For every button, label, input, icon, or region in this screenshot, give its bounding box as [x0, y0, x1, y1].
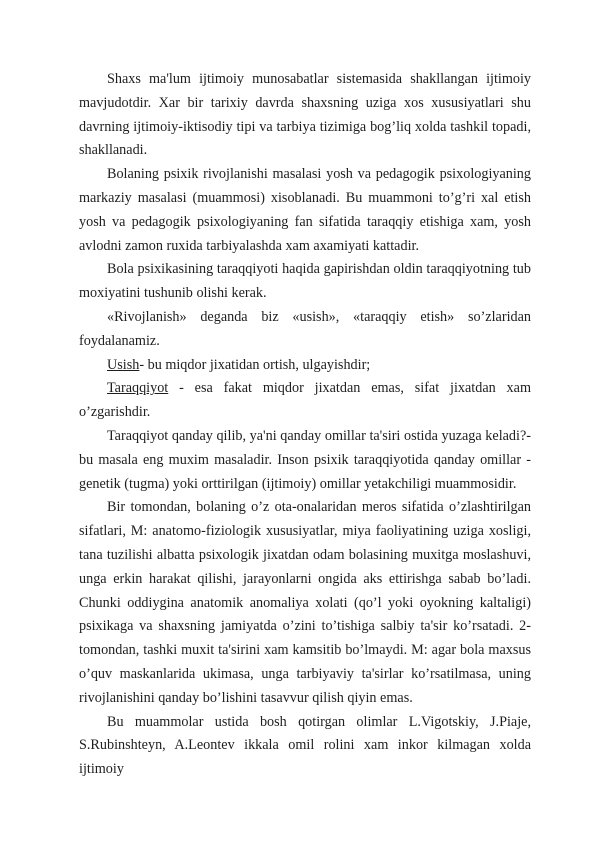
paragraph-4-text: «Rivojlanish» deganda biz «usish», «taraqqiy etish» so’zlaridan foydalanamiz. — [79, 308, 531, 349]
paragraph-2-text: Bolaning psixik rivojlanishi masalasi yosh va pedagogik psixologiyaning markaziy masalasi (muammosi) xisoblanadi. Bu muammoni to’g’ri xal etish yosh va pedagogik psixologiyaning fan sifatida taraqqiy etishiga xam, yosh avlodni zamon ruxida tarbiyalashda xam axamiyati kattadir. — [79, 166, 531, 254]
paragraph-1-text: Shaxs ma'lum ijtimoiy munosabatlar sistemasida shakllangan ijtimoiy mavjudotdir. Xar bir tarixiy davrda shaxsning uziga xos xususiyatlari shu davrning ijtimoiy-iktisodiy tipi va tarbiya tizimiga bog’liq xolda tashkil topadi, shakllanadi. — [79, 71, 531, 159]
paragraph-9-text: Bu muammolar ustida bosh qotirgan olimlar L.Vigotskiy, J.Piaje, S.Rubinshteyn, A.Leontev ikkala omil rolini xam inkor kilmagan xolda ijtimoiy — [79, 713, 531, 778]
paragraph-7-text: Taraqqiyot qanday qilib, ya'ni qanday omillar ta'siri ostida yuzaga keladi?- bu masala eng muxim masaladir. Inson psixik taraqqiyotida qanday omillar - genetik (tugma) yoki orttirilgan (ijtimoiy) omillar yetakchiligi muammosidir. — [79, 427, 531, 492]
paragraph-3 — [79, 258, 531, 306]
paragraph-9 — [79, 711, 531, 782]
paragraph-8-text: Bir tomondan, bolaning o’z ota-onalaridan meros sifatida o’zlashtirilgan sifatlari, M: anatomo-fiziologik xususiyatlar, miya faoliyatining uziga xosligi, tana tuzilishi albatta psixologik jixatdan odam bolasining muxitga moslashuvi, unga erkin harakat qilishi, jarayonlarni ongida aks ettirishga sabab bo’ladi. Chunki oddiygina anatomik anomaliya xolati (qo’l yoki oyokning kaltaligi) psixikaga va shaxsning jamiyatda o’zini to’tishiga salbiy ta'sir ko’rsatadi. 2-tomondan, tashki muxit ta'sirini xam kamsitib bo’lmaydi. M: agar bola maxsus o’quv maskanlarida ukimasa, unga tarbiyaviy ta'sirlar ko’rsatilmasa, uning rivojlanishini qanday bo’lishini tasavvur qilish qiyin emas. — [79, 499, 531, 706]
paragraph-3-text: Bola psixikasining taraqqiyoti haqida gapirishdan oldin taraqqiyotning tub moxiyatini tushunib olishi kerak. — [79, 261, 531, 302]
paragraph-6-text: - esa fakat miqdor jixatdan emas, sifat jixatdan xam o’zgarishdir. — [79, 380, 531, 421]
paragraph-8 — [79, 496, 531, 710]
paragraph-1 — [79, 68, 531, 163]
paragraph-7 — [79, 425, 531, 496]
term-usish: Usish — [107, 356, 140, 373]
paragraph-6 — [79, 377, 531, 425]
term-taraqqiyot: Taraqqiyot — [107, 380, 169, 397]
paragraph-5 — [79, 354, 531, 378]
paragraph-5-text: - bu miqdor jixatidan ortish, ulgayishdir; — [139, 356, 371, 373]
paragraph-4 — [79, 306, 531, 354]
paragraph-2 — [79, 163, 531, 258]
document-body — [79, 68, 531, 782]
